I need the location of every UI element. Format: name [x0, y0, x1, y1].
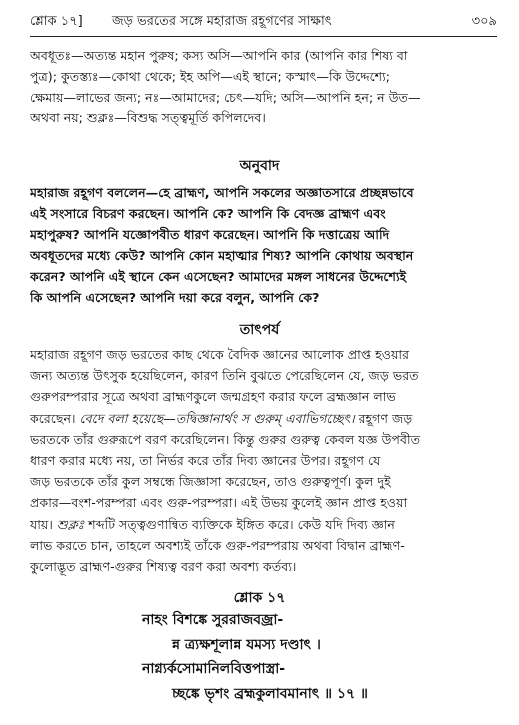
translation-line: এই সংসারে বিচরণ করছেন। আপনি কে? আপনি কি বেদজ্ঞ ব্রাহ্মণ এবং	[30, 206, 386, 221]
verse-line: চ্ছঙ্কে ভৃশং ব্রহ্মকুলাবমানাৎ ॥ ১৭ ॥	[172, 685, 368, 702]
purport-line: ধারণ করার মধ্যে নয়, তা নির্ভর করে তাঁর দিব্য জ্ঞানের উপর। রহূগণ যে	[30, 453, 381, 469]
translation-line: মহারাজ রহূগণ বললেন—হে ব্রাহ্মণ, আপনি সকলের অজ্ঞাতসারে প্রচ্ছন্নভাবে	[30, 185, 414, 200]
purport-text	[30, 344, 497, 577]
gloss-line: পুত্র); কুতস্ত্যঃ—কোথা থেকে; ইহ অপি—এই স্থানে; কস্মাৎ—কি উদ্দেশ্যে;	[30, 68, 390, 84]
gloss-line: অবধূতঃ—অত্যন্ত মহান পুরুষ; কস্য অসি—আপনি কার (আপনি কার শিষ্য বা	[30, 48, 408, 63]
translation-line: কি আপনি এসেছেন? আপনি দয়া করে বলুন, আপনি কে?	[30, 290, 320, 305]
translation-line: করেন? আপনি এই স্থানে কেন এসেছেন? আমাদের মঙ্গল সাধনের উদ্দেশ্যেই	[30, 269, 407, 284]
verse-heading: শ্লোক ১৭	[233, 590, 286, 606]
purport-line: লাভ করতে চান, তাহলে অবশ্যই তাঁকে গুরু-পরম্পরায় অথবা বিদ্বান ব্রাহ্মণ-	[30, 537, 405, 553]
purport-text-run: যায়।	[30, 516, 53, 532]
purport-line: জন্য অত্যন্ত উৎসুক হয়েছিলেন, কারণ তিনি বুঝতে পেরেছিলেন যে, জড় ভরত	[30, 368, 419, 384]
purport-line: প্রকার—বংশ-পরম্পরা এবং গুরু-পরম্পরা। এই উভয় কুলেই জ্ঞান প্রাপ্ত হওয়া	[30, 495, 408, 511]
purport-line: গুরুপরম্পরার সূত্রে অথবা ব্রাহ্মণকুলে জন্মগ্রহণ করার ফলে ব্রহ্মজ্ঞান লাভ	[30, 389, 396, 405]
purport-text-run: রহূগণ জড়	[358, 410, 413, 426]
translation-line: অবধূতদের মধ্যে কেউ? আপনি কোন মহাত্মার শিষ্য? আপনি কোথায় অবস্থান	[30, 248, 414, 263]
purport-line: কুলোদ্ভূত ব্রাহ্মণ-গুরুর শিষ্যত্ব বরণ করা অবশ্য কর্তব্য।	[30, 559, 297, 575]
purport-heading: তাৎপর্য	[239, 322, 280, 338]
purport-line: মহারাজ রহূগণ জড় ভরতের কাছ থেকে বৈদিক জ্ঞানের আলোক প্রাপ্ত হওয়ার	[30, 347, 410, 362]
purport-line: জড় ভরতকে তাঁর কুল সম্বন্ধে জিজ্ঞাসা করেছেন, তাও গুরুত্বপূর্ণ। কুল দুই	[30, 474, 391, 490]
purport-text-run: শব্দটি সত্ত্বগুণান্বিত ব্যক্তিকে ইঙ্গিত করে। কেউ যদি দিব্য জ্ঞান	[88, 516, 395, 532]
word-for-word-gloss	[30, 46, 497, 129]
translation-heading: অনুবাদ	[239, 158, 280, 174]
vedic-quote: বেদে বলা হয়েছে—তদ্বিজ্ঞানার্থং স গুরুম্ এবাভিগচ্ছেৎ।	[79, 410, 355, 426]
purport-line	[30, 408, 497, 429]
translation-line: মহাপুরুষ? আপনি যজ্ঞোপবীত ধারণ করেছেন। আপনি কি দত্তাত্রেয় আদি	[30, 227, 390, 242]
purport-line: ভরতকে তাঁর গুরুরূপে বরণ করেছিলেন। কিন্তু গুরুর গুরুত্ব কেবল যজ্ঞ উপবীত	[30, 431, 421, 447]
purport-text-run: করেছেন।	[30, 410, 76, 426]
sanskrit-verse	[30, 608, 497, 706]
translation-text	[30, 182, 497, 308]
header-rule	[30, 36, 497, 37]
gloss-line: অথবা নয়; শুক্লঃ—বিশুদ্ধ সত্ত্বমূর্তি কপিলদেব।	[30, 110, 266, 126]
verse-line: নাগ্ন্যর্কসোমানিলবিত্তপাস্ত্রা-	[142, 661, 286, 677]
verse-line: ন্ন ত্র্যক্ষশূলান্ন যমস্য দণ্ডাৎ ।	[172, 636, 321, 653]
verse-reference: শ্লোক ১৭]	[30, 14, 83, 29]
purport-line	[30, 514, 497, 535]
running-header	[30, 12, 497, 34]
sanskrit-word: শুক্লঃ	[56, 516, 85, 532]
page-number: ৩০৯	[471, 14, 497, 29]
verse-line: নাহং বিশঙ্কে সুররাজবজ্রা-	[142, 612, 284, 628]
chapter-title: জড় ভরতের সঙ্গে মহারাজ রহূগণের সাক্ষাৎ	[112, 14, 332, 29]
gloss-line: ক্ষেমায়—লাভের জন্য; নঃ—আমাদের; চেৎ—যদি; অসি—আপনি হন; ন উত—	[30, 89, 421, 105]
